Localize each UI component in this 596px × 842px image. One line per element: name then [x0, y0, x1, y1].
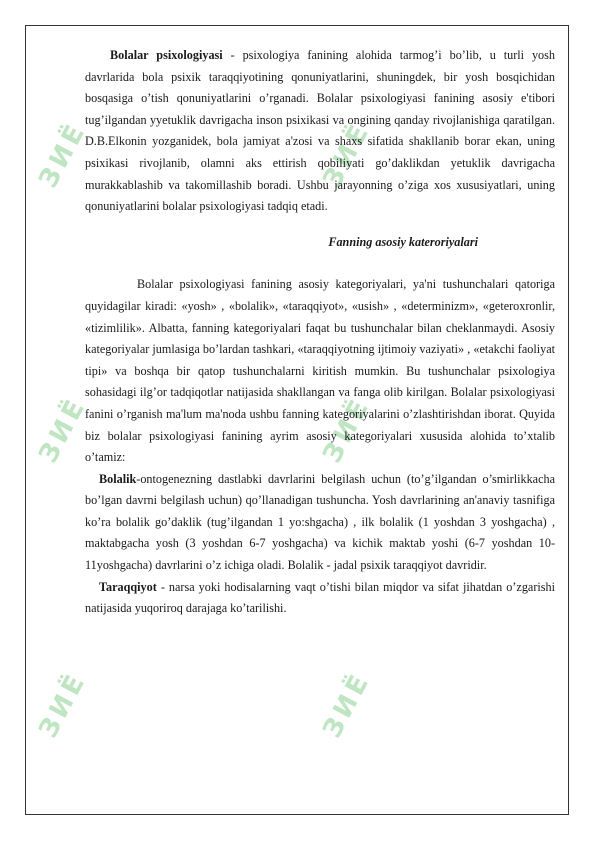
section-heading: Fanning asosiy kateroriyalari — [328, 234, 478, 249]
bolalik-text: -ontogenezning dastlabki davrlarini belgilash uchun (to’g’ilgandan o’smirlikkacha bo’lgan davrni belgilash uchun) qo’llanadigan tushuncha. Yosh davrlarining an'anaviy tasnifiga ko’ra bolalik go’daklik (tug’ilgandan 1 yo:shgacha) , ilk bolalik (1 yoshdan 3 yoshgacha) , maktabgacha yosh (3 yoshdan 6-7 yoshgacha) va kichik maktab yoshi (6-7 yoshdan 10-11yoshgacha) davrlarini o’z ichiga oladi. Bolalik - jadal psixik taraqqiyot davridir. — [85, 471, 555, 573]
term-taraqqiyot: Taraqqiyot — [99, 579, 157, 594]
document-body — [85, 45, 555, 620]
categories-paragraph: Bolalar psixologiyasi fanining asosiy kategoriyalari, ya'ni tushunchalari qatoriga quyidagilar kiradi: «yosh» , «bolalik», «taraqqiyot», «usish» , «determinizm», «geteroxronlir, «tizimlilik». Albatta, fanning kategoriyalari faqat bu tushunchalar bilan cheklanmaydi. Asosiy kategoriyalar jumlasiga bo’lardan tashkari, «taraqqiyotning ijtimoiy vaziyati» , «etakchi faoliyat tipi» va boshqa bir qatop tushunchalarni kiritish mumkin. Bu tushunchalar psixologiya sohasidagi ilg’or tadqiqotlar natijasida shakllangan va fanga olib kirilgan. Bolalar psixologiyasi fanini o’rganish ma'lum ma'noda ushbu fanning kategoriyalarini o’zlashtirishdan iborat. Quyida biz bolalar psixologiyasi fanining ayrim asosiy kategoriyalari xususida alohida to’xtalib o’tamiz: — [85, 277, 555, 465]
watermark: ЗИЁ — [33, 667, 93, 743]
taraqqiyot-paragraph — [85, 577, 555, 620]
intro-paragraph — [85, 45, 555, 218]
term-bolalik: Bolalik — [99, 471, 137, 486]
term-bolalar-psixologiyasi: Bolalar psixologiyasi — [110, 48, 223, 62]
watermark: ЗИЁ — [317, 117, 377, 193]
watermark: ЗИЁ — [33, 117, 93, 193]
bolalik-paragraph — [85, 469, 555, 577]
watermark: ЗИЁ — [317, 392, 377, 468]
taraqqiyot-text: - narsa yoki hodisalarning vaqt o’tishi bilan miqdor va sifat jihatdan o’zgarishi natijasida yuqoriroq darajaga ko’tarilishi. — [85, 579, 555, 616]
intro-text: - psixologiya fanining alohida tarmog’i bo’lib, u turli yosh davrlarida bola psixik taraqqiyotining qonuniyatlarini, shuningdek, bir yosh bosqichidan bosqasiga o’tish qonuniyatlarini o’rganadi. Bolalar psixologiyasi fanining asosiy e'tibori tug’ilgandan yyetuklik davrigacha inson psixikasi va ongining qanday rivojlanishiga qaratilgan. D.B.Elkonin yozganidek, bola jamiyat a'zosi va shaxs sifatida shakllanib borar ekan, uning psixikasi rivojlanib, olamni aks ettirish qobiliyati go’daklikdan yetuklik davrigacha murakkablashib va takomillashib boradi. Ushbu jarayonning o’ziga xos xususiyatlari, uning qonuniyatlarini bolalar psixologiyasi tadqiq etadi. — [85, 48, 555, 214]
watermark: ЗИЁ — [317, 667, 377, 743]
watermark: ЗИЁ — [33, 392, 93, 468]
